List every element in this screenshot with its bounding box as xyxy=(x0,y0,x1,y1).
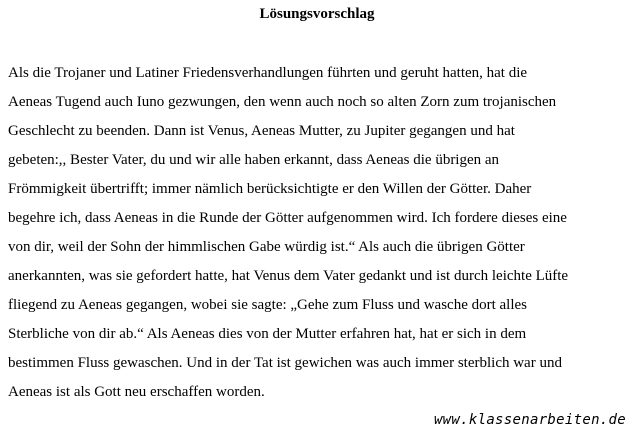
text-line: Sterbliche von dir ab.“ Als Aeneas dies von der Mutter erfahren hat, hat er sich in dem xyxy=(8,326,527,342)
text-line: Geschlecht zu beenden. Dann ist Venus, Aeneas Mutter, zu Jupiter gegangen und hat xyxy=(8,123,515,139)
page-title: Lösungsvorschlag xyxy=(259,6,375,22)
text-line: Aeneas Tugend auch Iuno gezwungen, den wenn auch noch so alten Zorn zum trojanischen xyxy=(8,94,557,110)
text-line: bestimmen Fluss gewaschen. Und in der Tat ist gewichen was auch immer sterblich war und xyxy=(8,355,562,371)
text-line: fliegend zu Aeneas gegangen, wobei sie sagte: „Gehe zum Fluss und wasche dort alles xyxy=(8,297,528,313)
text-line: Frömmigkeit übertrifft; immer nämlich berücksichtigte er den Willen der Götter. Daher xyxy=(8,181,532,197)
text-line: Als die Trojaner und Latiner Friedensverhandlungen führten und geruht hatten, hat die xyxy=(8,65,528,81)
solution-text xyxy=(8,59,632,407)
text-line: Aeneas ist als Gott neu erschaffen worden. xyxy=(8,384,265,400)
text-line: anerkannten, was sie gefordert hatte, hat Venus dem Vater gedankt und ist durch leichte Lüfte xyxy=(8,268,569,284)
text-line: von dir, weil der Sohn der himmlischen Gabe würdig ist.“ Als auch die übrigen Götter xyxy=(8,239,525,255)
text-line: gebeten:,, Bester Vater, du und wir alle haben erkannt, dass Aeneas die übrigen an xyxy=(8,152,500,168)
site-watermark: www.klassenarbeiten.de xyxy=(433,412,626,428)
text-line: begehre ich, dass Aeneas in die Runde der Götter aufgenommen wird. Ich fordere dieses eine xyxy=(8,210,567,226)
